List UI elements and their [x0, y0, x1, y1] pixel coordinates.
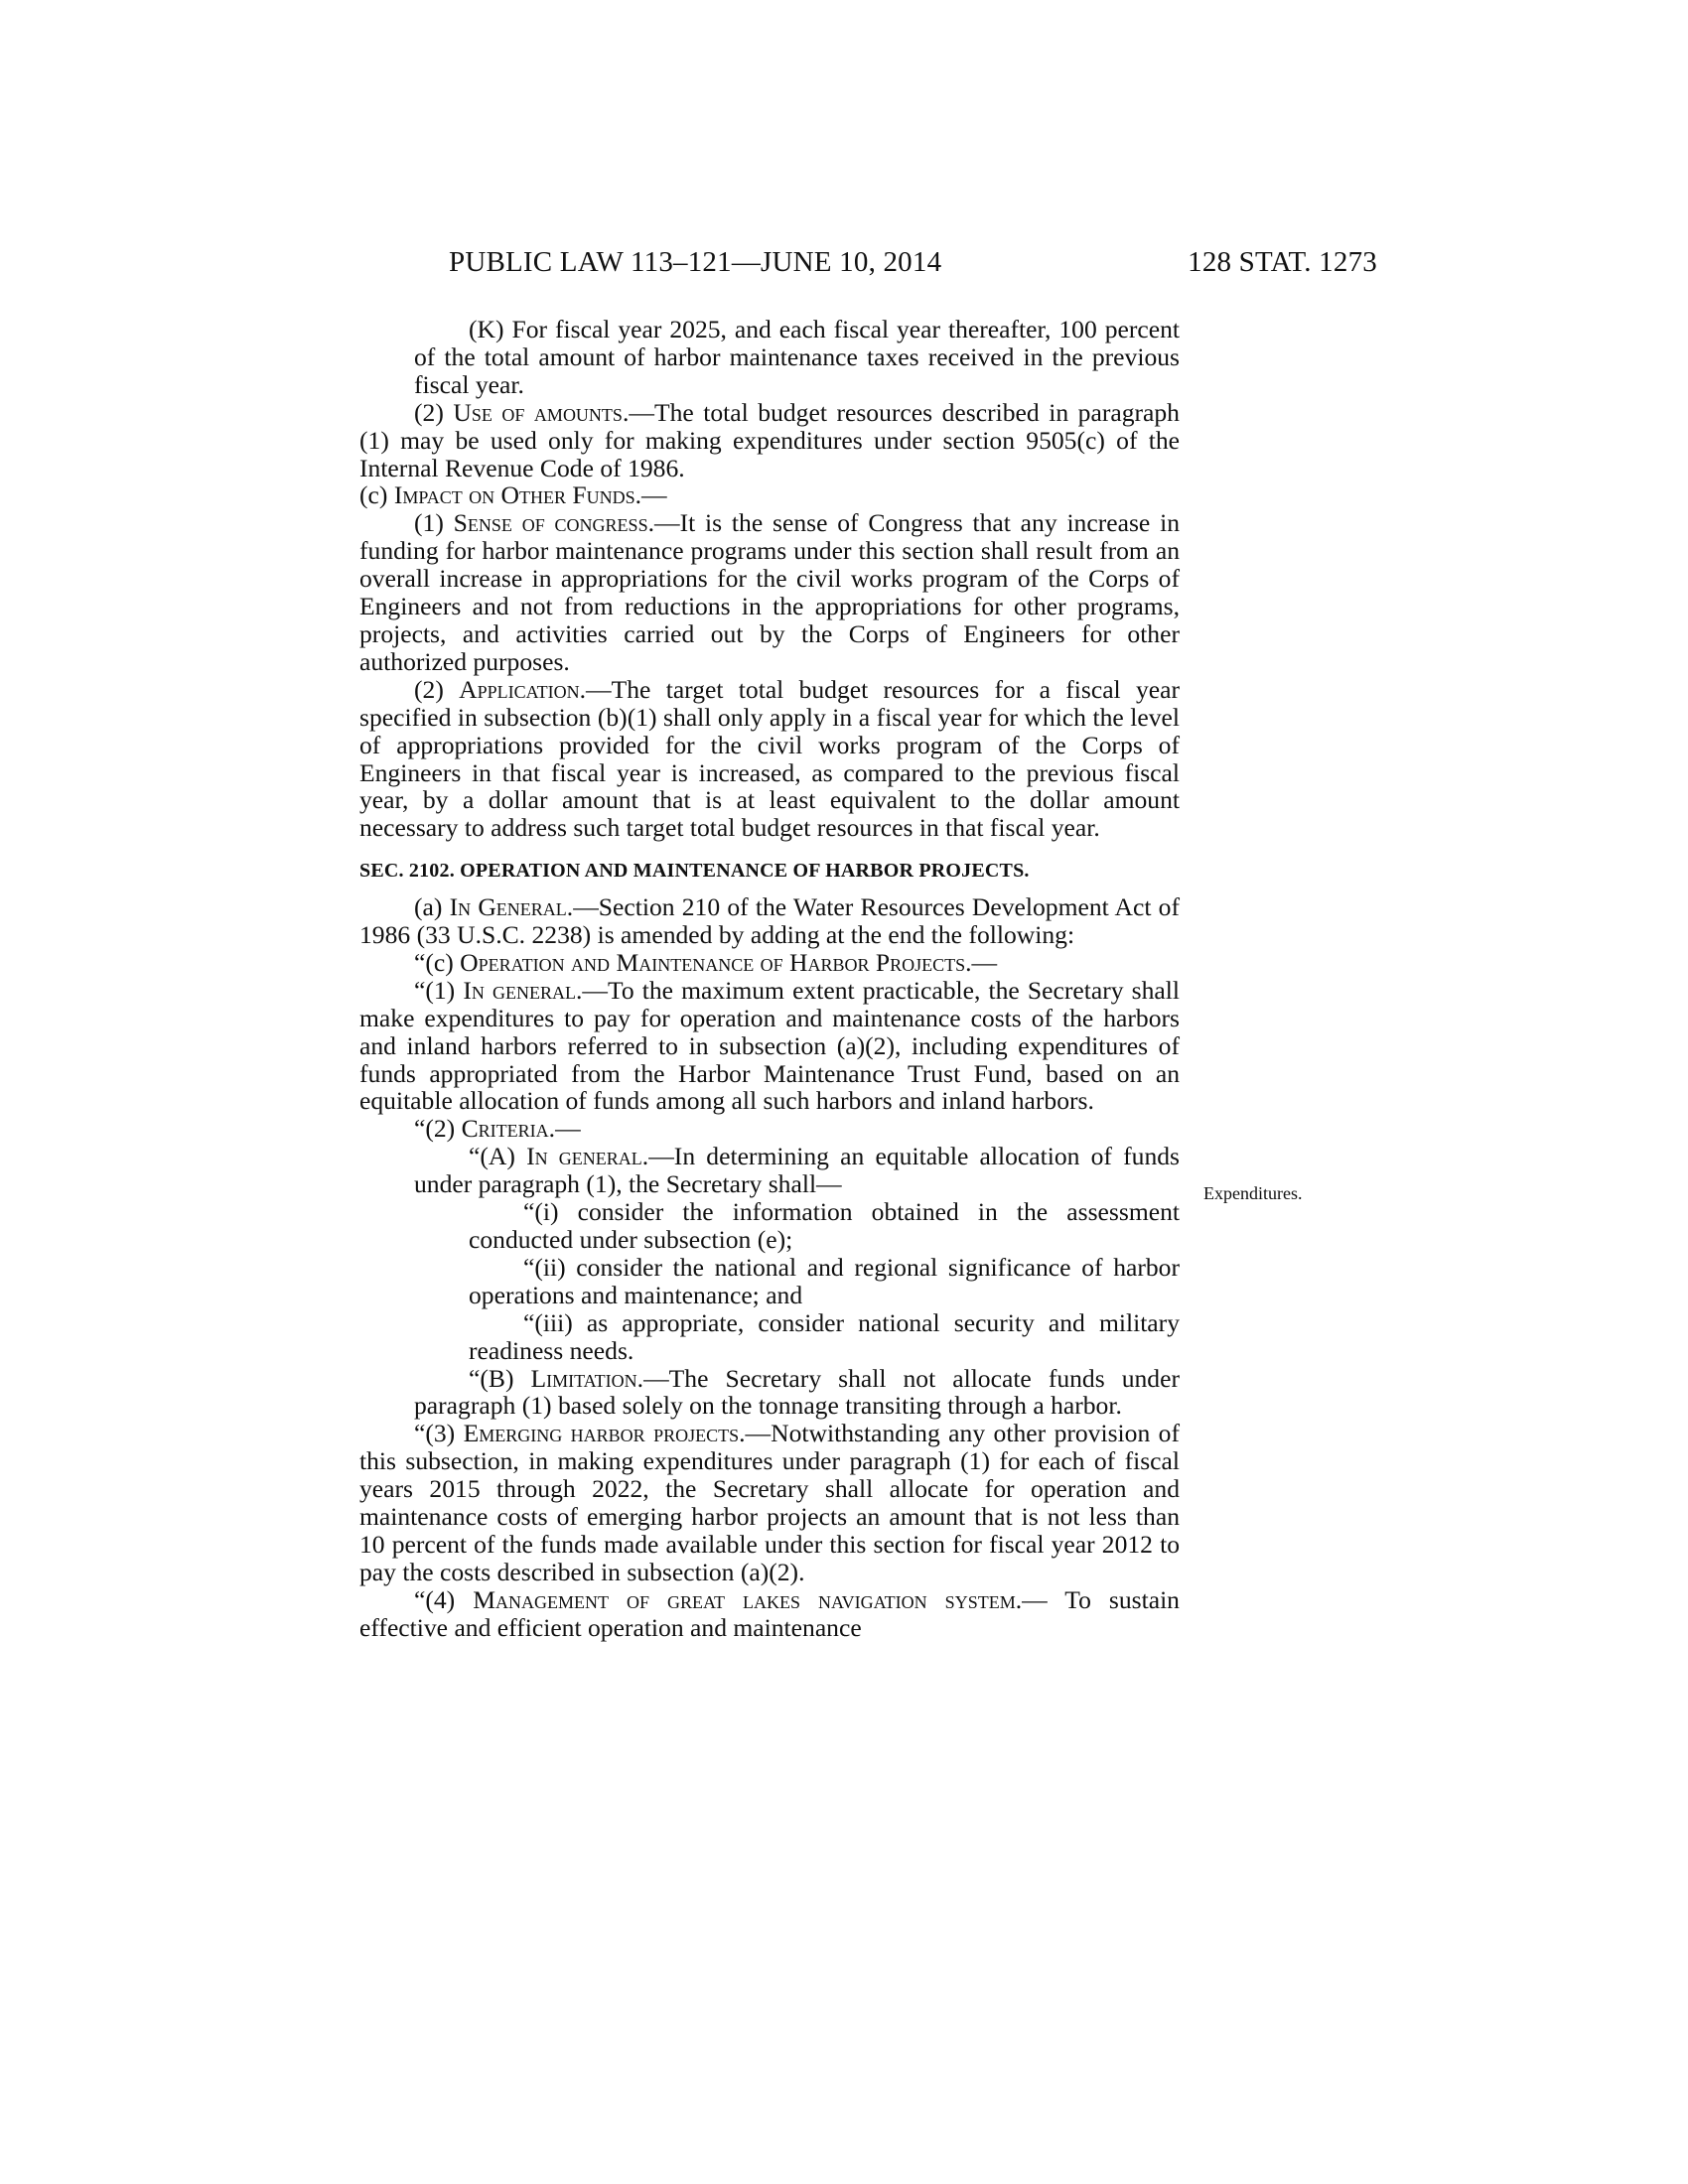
paragraph-criteria-iii: “(iii) as appropriate, consider national security and military readiness needs. [469, 1307, 1180, 1365]
law-citation: PUBLIC LAW 113–121—JUNE 10, 2014 [449, 246, 942, 278]
paragraph-limitation: “(B) Limitation.—The Secretary shall not allocate funds under paragraph (1) based solely on the tonnage transiting through a harbor. [414, 1363, 1180, 1421]
paragraph-application: (2) Application.—The target total budget resources for a fiscal year specified in subsection (b)(1) shall only apply in a fiscal year for which the level of appropriations provided for the civil works program of the Corps of Engineers in that fiscal year is increased, as compared to the previous fiscal year, by a dollar amount that is at least equivalent to the dollar amount necessary to address such target total budget resources in that fiscal year. [359, 674, 1180, 843]
paragraph-criteria: “(2) Criteria.— [414, 1114, 581, 1144]
section-heading: SEC. 2102. OPERATION AND MAINTENANCE OF HARBOR PROJECTS. [359, 860, 1030, 883]
paragraph-k: (K) For fiscal year 2025, and each fiscal year thereafter, 100 percent of the total amount of harbor maintenance taxes received in the previous fiscal year. [414, 315, 1180, 399]
paragraph-criteria-ii: “(ii) consider the national and regional significance of harbor operations and maintenance; and [469, 1252, 1180, 1309]
paragraph-in-general-1: “(1) In general.—To the maximum extent practicable, the Secretary shall make expenditures to pay for operation and maintenance costs of the harbors and inland harbors referred to in subsection (a)(2), including expenditures of funds appropriated from the Harbor Maintenance Trust Fund, based on an equitable allocation of funds among all such harbors and inland harbors. [359, 975, 1181, 1116]
paragraph-sense-of-congress: (1) Sense of congress.—It is the sense of Congress that any increase in funding for harbor maintenance programs under this section shall result from an overall increase in appropriations for the civil works program of the Corps of Engineers and not from reductions in the appropriations for other programs, projects, and activities carried out by the Corps of Engineers for other authorized purposes. [359, 508, 1180, 676]
paragraph-operation-maintenance-harbor: “(c) Operation and Maintenance of Harbor Projects.— [414, 947, 998, 977]
paragraph-great-lakes-navigation: “(4) Management of great lakes navigation system.— To sustain effective and efficient operation and maintenance [359, 1584, 1180, 1642]
document-body [359, 316, 1180, 1642]
paragraph-criteria-a: “(A) In general.—In determining an equitable allocation of funds under paragraph (1), the Secretary shall— [414, 1142, 1180, 1199]
paragraph-use-of-amounts: (2) Use of amounts.—The total budget resources described in paragraph (1) may be used only for making expenditures under section 9505(c) of the Internal Revenue Code of 1986. [359, 397, 1180, 482]
margin-note: Expenditures. [1203, 1183, 1303, 1203]
paragraph-in-general-a: (a) In General.—Section 210 of the Water Resources Development Act of 1986 (33 U.S.C. 2238) is amended by adding at the end the following: [359, 892, 1181, 950]
paragraph-impact-on-other-funds: (c) Impact on Other Funds.— [359, 480, 667, 510]
page-header [449, 246, 1377, 286]
paragraph-criteria-i: “(i) consider the information obtained in the assessment conducted under subsection (e); [469, 1197, 1180, 1254]
paragraph-emerging-harbor-projects: “(3) Emerging harbor projects.—Notwithstanding any other provision of this subsection, in making expenditures under paragraph (1) for each of fiscal years 2015 through 2022, the Secretary shall allocate for operation and maintenance costs of emerging harbor projects an amount that is not less than 10 percent of the funds made available under this section for fiscal year 2012 to pay the costs described in subsection (a)(2). [359, 1419, 1180, 1586]
statute-page-number: 128 STAT. 1273 [1188, 246, 1377, 278]
